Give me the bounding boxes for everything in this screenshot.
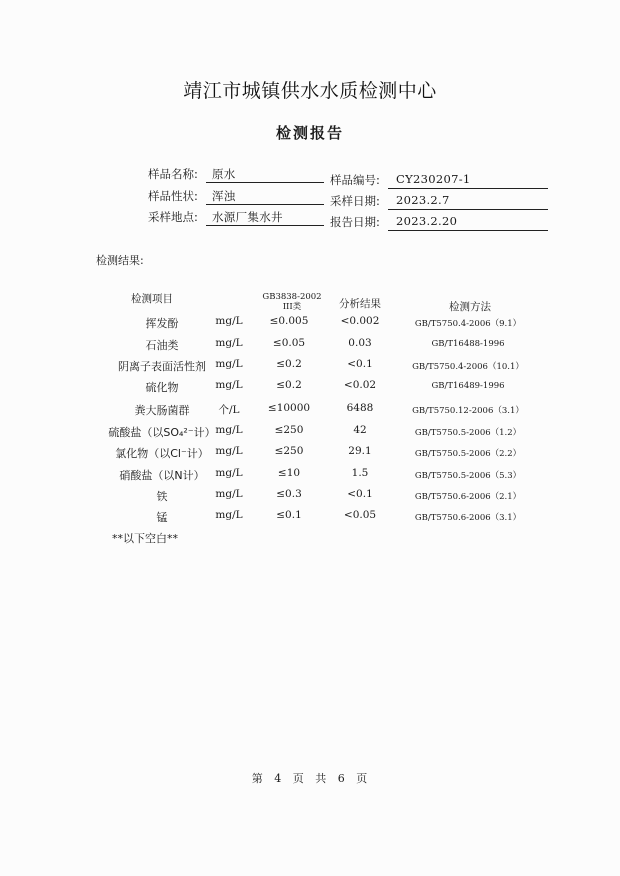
cell-item: 挥发酚: [145, 317, 179, 330]
cell-limit: ≤0.2: [276, 379, 302, 391]
sampling-site-underline: [206, 225, 324, 226]
cell-result: 29.1: [348, 445, 372, 457]
cell-item: 粪大肠菌群: [134, 404, 190, 417]
page-footer: 第 4 页 共 6 页: [251, 772, 369, 785]
cell-limit: ≤0.005: [269, 315, 309, 327]
header-result: 分析结果: [339, 298, 381, 310]
cell-method: GB/T5750.5-2006（2.2）: [414, 449, 522, 459]
cell-unit: mg/L: [215, 358, 243, 370]
cell-limit: ≤10000: [267, 402, 311, 414]
cell-item: 硝酸盐（以N计）: [119, 469, 205, 482]
report-date-label: 报告日期:: [330, 215, 380, 229]
cell-result: <0.1: [347, 358, 373, 370]
report-date-value: 2023.2.20: [396, 214, 458, 228]
header-standard-line2: III类: [282, 302, 302, 312]
table-row: [0, 445, 620, 465]
table-row: [0, 488, 620, 508]
sampling-date-label: 采样日期:: [330, 194, 380, 208]
sample-name-label: 样品名称:: [148, 167, 198, 181]
cell-result: <0.002: [340, 315, 380, 327]
cell-limit: ≤250: [274, 424, 304, 436]
sampling-site-value: 水源厂集水井: [212, 210, 283, 224]
cell-result: <0.02: [343, 379, 377, 391]
report-date-underline: [388, 230, 548, 231]
cell-unit: mg/L: [215, 445, 243, 457]
header-method: 检测方法: [449, 301, 491, 313]
cell-unit: mg/L: [215, 379, 243, 391]
sample-name-value: 原水: [212, 167, 236, 181]
org-title: 靖江市城镇供水水质检测中心: [183, 80, 437, 102]
cell-unit: mg/L: [215, 509, 243, 521]
sampling-site-label: 采样地点:: [148, 210, 198, 224]
cell-method: GB/T5750.4-2006（9.1）: [414, 319, 522, 329]
cell-method: GB/T16488-1996: [431, 339, 505, 349]
table-row: [0, 402, 620, 422]
cell-item: 阴离子表面活性剂: [118, 360, 206, 373]
cell-item: 氯化物（以Cl⁻计）: [115, 447, 209, 460]
sample-state-underline: [206, 204, 324, 205]
cell-item: 石油类: [145, 339, 179, 352]
cell-limit: ≤10: [277, 467, 301, 479]
header-standard: [252, 292, 332, 312]
sampling-date-underline: [388, 209, 548, 210]
cell-limit: ≤0.05: [272, 337, 306, 349]
sample-no-label: 样品编号:: [330, 173, 380, 187]
cell-limit: ≤250: [274, 445, 304, 457]
sample-state-label: 样品性状:: [148, 189, 198, 203]
cell-method: GB/T5750.6-2006（3.1）: [414, 513, 522, 523]
report-title: 检测报告: [275, 124, 344, 142]
results-label: 检测结果:: [96, 254, 144, 267]
sample-name-underline: [206, 182, 324, 183]
cell-method: GB/T5750.5-2006（5.3）: [414, 471, 522, 481]
cell-limit: ≤0.2: [276, 358, 302, 370]
sample-no-underline: [388, 188, 548, 189]
cell-method: GB/T5750.5-2006（1.2）: [414, 428, 522, 438]
cell-result: 0.03: [348, 337, 372, 349]
table-row: [0, 509, 620, 529]
cell-unit: mg/L: [215, 315, 243, 327]
table-row: [0, 358, 620, 378]
cell-unit: 个/L: [218, 404, 240, 416]
cell-result: <0.05: [343, 509, 377, 521]
cell-limit: ≤0.1: [276, 509, 302, 521]
cell-item: 硫化物: [145, 381, 179, 394]
table-row: [0, 467, 620, 487]
table-row: [0, 315, 620, 335]
header-standard-line1: GB3838-2002: [262, 292, 322, 302]
sample-no-value: CY230207-1: [396, 172, 471, 186]
cell-unit: mg/L: [215, 467, 243, 479]
cell-limit: ≤0.3: [276, 488, 302, 500]
cell-item: 铁: [156, 490, 168, 503]
cell-unit: mg/L: [215, 337, 243, 349]
cell-unit: mg/L: [215, 424, 243, 436]
cell-method: GB/T5750.12-2006（3.1）: [412, 406, 524, 416]
cell-method: GB/T16489-1996: [431, 381, 505, 391]
cell-unit: mg/L: [215, 488, 243, 500]
table-row: [0, 337, 620, 357]
cell-method: GB/T5750.4-2006（10.1）: [412, 362, 524, 372]
table-row: [0, 424, 620, 444]
sampling-date-value: 2023.2.7: [396, 193, 450, 207]
cell-item: 锰: [156, 511, 168, 524]
cell-result: <0.1: [347, 488, 373, 500]
cell-result: 6488: [346, 402, 374, 414]
cell-result: 42: [353, 424, 367, 436]
cell-item: 硫酸盐（以SO₄²⁻计）: [108, 426, 216, 439]
cell-method: GB/T5750.6-2006（2.1）: [414, 492, 522, 502]
blank-note: **以下空白**: [112, 532, 178, 545]
table-row: [0, 379, 620, 399]
cell-result: 1.5: [351, 467, 369, 479]
header-item: 检测项目: [131, 293, 173, 305]
sample-state-value: 浑浊: [212, 189, 236, 203]
